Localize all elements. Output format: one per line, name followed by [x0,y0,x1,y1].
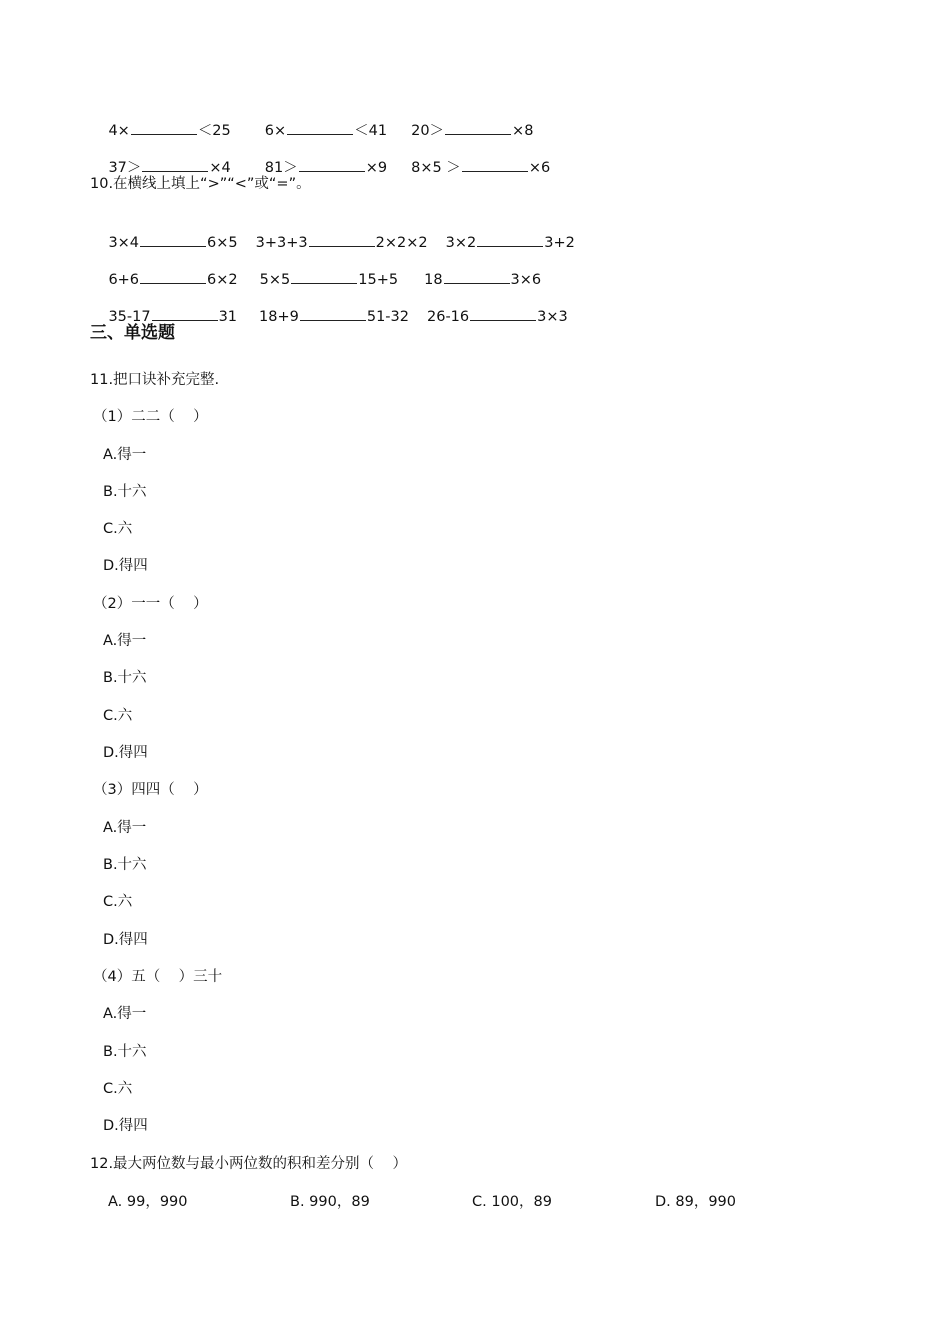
expr-text: ×9 [365,160,388,176]
option-d[interactable]: D. 89，990 [655,1194,737,1210]
answer-blank[interactable] [299,157,365,172]
option-a[interactable]: A.得一 [103,820,147,836]
expr-text: ×8 [512,123,534,139]
section-heading: 三、单选题 [90,323,175,343]
expr-text: 6×2 [207,272,238,288]
expr-text: 31 [218,309,238,325]
answer-blank[interactable] [140,232,206,247]
expr-text: 81＞ [264,160,298,176]
question-11-part-1-stem: （1）二二（ ） [93,409,208,425]
expr-text: ＜41 [354,123,388,139]
expr-text: 3×3 [537,309,568,325]
option-b[interactable]: B. 990，89 [290,1194,370,1210]
expr-text: 3+2 [544,235,575,251]
option-d[interactable]: D.得四 [103,1118,148,1134]
option-c[interactable]: C.六 [103,521,133,537]
expr-text: 3×6 [510,272,542,288]
answer-blank[interactable] [140,269,206,284]
answer-blank[interactable] [300,306,366,321]
question-11-part-3-stem: （3）四四（ ） [93,782,208,798]
option-d[interactable]: D.得四 [103,932,148,948]
option-c[interactable]: C.六 [103,1081,133,1097]
option-c[interactable]: C. 100，89 [472,1194,552,1210]
expr-text: 15+5 [358,272,399,288]
answer-blank[interactable] [462,157,528,172]
option-d[interactable]: D.得四 [103,558,148,574]
expr-text: 5×5 [259,272,291,288]
answer-blank[interactable] [291,269,357,284]
option-a[interactable]: A. 99，990 [108,1194,188,1210]
answer-blank[interactable] [444,269,510,284]
answer-blank[interactable] [142,157,208,172]
expr-text: 3×4 [108,235,140,251]
option-a[interactable]: A.得一 [103,1006,147,1022]
expr-text: 6× [264,123,287,139]
answer-blank[interactable] [445,120,511,135]
expr-text: 26-16 [427,309,470,325]
answer-blank[interactable] [131,120,197,135]
expr-text: ＜25 [197,123,231,139]
expr-text: 51-32 [366,309,409,325]
answer-blank[interactable] [309,232,375,247]
answer-blank[interactable] [287,120,353,135]
expr-text: ×6 [528,160,551,176]
question-11-part-2-stem: （2）一一（ ） [93,596,208,612]
option-c[interactable]: C.六 [103,894,133,910]
expr-text: 37＞ [108,160,142,176]
option-b[interactable]: B.十六 [103,670,147,686]
answer-blank[interactable] [152,306,218,321]
expr-text: 6×5 [207,235,238,251]
option-c[interactable]: C.六 [103,708,133,724]
option-b[interactable]: B.十六 [103,484,147,500]
answer-blank[interactable] [477,232,543,247]
option-b[interactable]: B.十六 [103,857,147,873]
expr-text: 35-17 [108,309,151,325]
expr-text: 3×2 [445,235,477,251]
question-12-title: 12.最大两位数与最小两位数的积和差分别（ ） [90,1156,407,1172]
question-11-title: 11.把口诀补充完整. [90,372,220,388]
expr-text: ×4 [209,160,231,176]
expr-text: 8×5 ＞ [411,160,461,176]
expr-text: 2×2×2 [375,235,428,251]
question-10-title: 10.在横线上填上“>”“<”或“=”。 [90,176,311,192]
question-11-part-4-stem: （4）五（ ）三十 [93,969,223,985]
expr-text: 18+9 [259,309,299,325]
expr-text: 6+6 [108,272,140,288]
option-a[interactable]: A.得一 [103,447,147,463]
expr-text: 20＞ [411,123,445,139]
option-d[interactable]: D.得四 [103,745,148,761]
expr-text: 18 [424,272,443,288]
option-b[interactable]: B.十六 [103,1044,147,1060]
option-a[interactable]: A.得一 [103,633,147,649]
expr-text: 3+3+3 [255,235,308,251]
expr-text: 4× [108,123,130,139]
answer-blank[interactable] [470,306,536,321]
